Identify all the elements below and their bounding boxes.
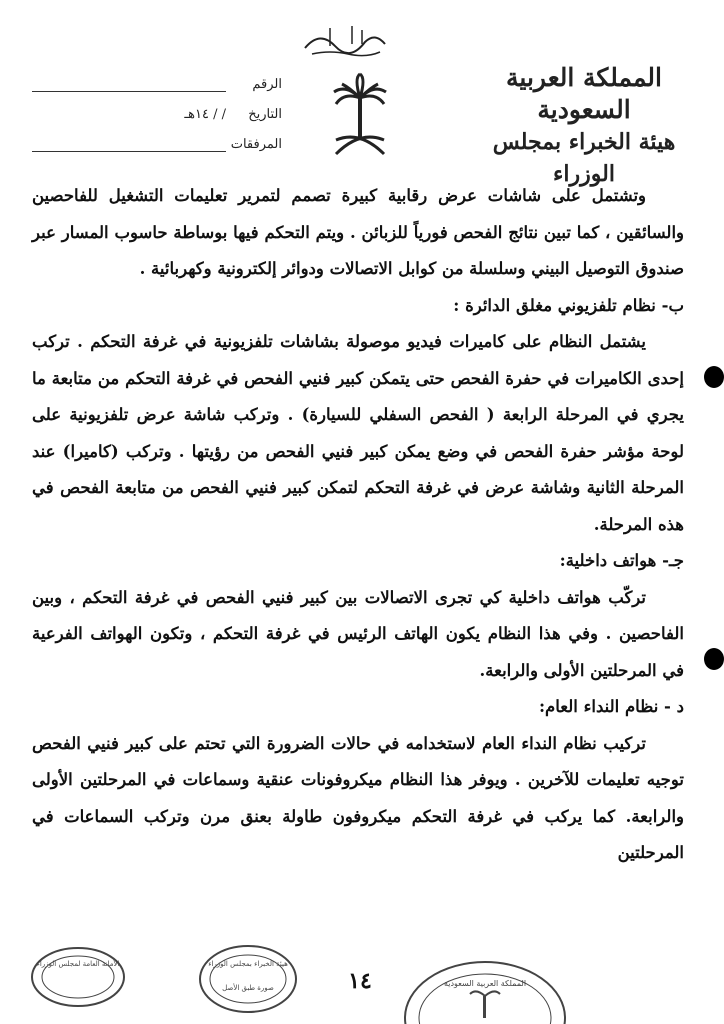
official-stamp-icon [28,944,128,1010]
paragraph-public-address: تركيب نظام النداء العام لاستخدامه في حالات الضرورة التي تحتم على كبير فنيي الفحص توجيه تعليمات للآخرين . ويوفر هذا النظام ميكروفونات عنقية وسماعات في المرحلتين الأولى والرابعة. كما يركب في غرفة التحكم ميكروفون طاولة بعنق مرن وتركب السماعات في المرحلتين [32,733,684,862]
paragraph-cctv: يشتمل النظام على كاميرات فيديو موصولة بشاشات تلفزيونية في غرفة التحكم . تركب إحدى الكاميرات في حفرة الفحص حتى يتمكن كبير فنيي الفحص في غرفة التحكم من متابعة ما يجري في المرحلة الرابعة ( الفحص السفلي للسيارة) . وتركب شاشة عرض تلفزيونية على لوحة مؤشر حفرة الفحص في وضع يمكن كبير فنيي الفحص من رؤيتها . وتركب (كاميرا) عند المرحلة الثانية وشاشة عرض في غرفة التحكم لتمكن كبير فنيي الفحص من متابعة الفحص في هذه المرحلة. [32,332,684,534]
date-value: / / ١٤هـ [184,107,226,122]
punch-hole-icon [704,366,724,388]
ref-number-row [32,62,282,92]
heading-intercom: جـ- هواتف داخلية: [559,551,684,570]
gov-name-line1: المملكة العربية السعودية [506,63,662,124]
ref-number-line [32,77,226,92]
paragraph-intro: وتشتمل على شاشات عرض رقابية كبيرة تصمم لتمرير تعليمات التشغيل للفاحصين والسائقين ، كما تبين نتائج الفحص فورياً للزبائن . ويتم التحكم فيها بوساطة حاسوب المسار عبر صندوق التوصيل البيني وسلسلة من كوابل الاتصالات ودوائر إلكترونية وكهربائية . [32,186,684,278]
stamp-middle-text: هيئة الخبراء بمجلس الوزراء [208,960,288,968]
gov-name-line2: هيئة الخبراء بمجلس الوزراء [492,129,676,187]
attachments-line [32,137,226,152]
date-label: التاريخ [248,107,282,122]
heading-cctv: ب- نظام تلفزيوني مغلق الدائرة : [453,295,684,315]
ref-number-label: الرقم [252,77,282,92]
heading-public-address: د - نظام النداء العام: [538,697,684,716]
attachments-label: المرفقات [230,137,282,152]
stamp-middle-subtext: صورة طبق الأصل [222,984,274,992]
paragraph-intercom: تركّب هواتف داخلية كي تجرى الاتصالات بين كبير فنيي الفحص في غرفة التحكم ، وبين الفاحصين . وفي هذا النظام يكون الهاتف الرئيس في غرفة التحكم ، وتكون الهواتف الفرعية في المرحلتين الأولى والرابعة. [32,587,684,680]
document-body [32,178,684,872]
government-letterhead [464,62,704,190]
official-stamp-icon [196,942,300,1016]
palm-swords-emblem-icon [330,70,390,160]
stamp-right-text: المملكة العربية السعودية [443,979,527,988]
page-number: ١٤ [348,968,372,994]
reference-block [32,62,282,152]
stamp-left-text: الأمانة العامة لمجلس الوزراء [36,960,120,968]
basmala-calligraphy-icon [300,20,390,60]
date-row [32,92,282,122]
official-stamp-icon [400,958,570,1024]
attachments-row [32,122,282,152]
punch-hole-icon [704,648,724,670]
